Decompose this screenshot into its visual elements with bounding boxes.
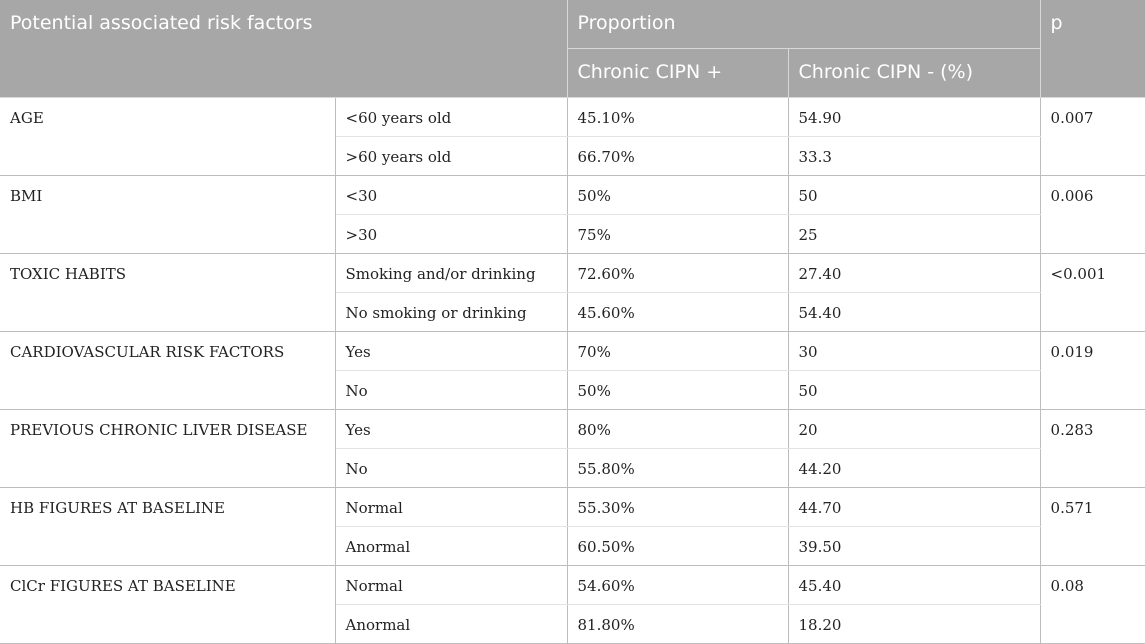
cipn-negative-value: 44.70 (788, 488, 1040, 527)
subgroup-label: Smoking and/or drinking (335, 254, 567, 293)
cipn-negative-value: 44.20 (788, 449, 1040, 488)
subgroup-label: <60 years old (335, 98, 567, 137)
table-row (0, 332, 1145, 371)
cipn-negative-value: 25 (788, 215, 1040, 254)
risk-factor-name: HB FIGURES AT BASELINE (0, 488, 335, 566)
p-value: 0.007 (1040, 98, 1145, 176)
p-value: 0.019 (1040, 332, 1145, 410)
cipn-negative-value: 33.3 (788, 137, 1040, 176)
cipn-positive-value: 75% (567, 215, 788, 254)
cipn-negative-value: 50 (788, 371, 1040, 410)
subgroup-label: Yes (335, 332, 567, 371)
subgroup-label: >30 (335, 215, 567, 254)
cipn-negative-value: 30 (788, 332, 1040, 371)
cipn-positive-value: 70% (567, 332, 788, 371)
cipn-positive-value: 55.30% (567, 488, 788, 527)
cipn-positive-value: 81.80% (567, 605, 788, 644)
cipn-negative-value: 39.50 (788, 527, 1040, 566)
cipn-positive-value: 45.10% (567, 98, 788, 137)
risk-factor-name: ClCr FIGURES AT BASELINE (0, 566, 335, 644)
risk-factor-name: TOXIC HABITS (0, 254, 335, 332)
header-risk-factors: Potential associated risk factors (0, 0, 567, 98)
subgroup-label: No (335, 371, 567, 410)
cipn-positive-value: 50% (567, 371, 788, 410)
subgroup-label: >60 years old (335, 137, 567, 176)
risk-factor-name: CARDIOVASCULAR RISK FACTORS (0, 332, 335, 410)
cipn-negative-value: 54.40 (788, 293, 1040, 332)
risk-factor-name: BMI (0, 176, 335, 254)
cipn-negative-value: 50 (788, 176, 1040, 215)
subgroup-label: Normal (335, 566, 567, 605)
table-row (0, 410, 1145, 449)
cipn-negative-value: 54.90 (788, 98, 1040, 137)
cipn-positive-value: 66.70% (567, 137, 788, 176)
risk-factor-name: AGE (0, 98, 335, 176)
subgroup-label: Anormal (335, 527, 567, 566)
cipn-positive-value: 55.80% (567, 449, 788, 488)
cipn-positive-value: 45.60% (567, 293, 788, 332)
table-row (0, 254, 1145, 293)
p-value: 0.283 (1040, 410, 1145, 488)
cipn-positive-value: 80% (567, 410, 788, 449)
table-row (0, 176, 1145, 215)
subgroup-label: No (335, 449, 567, 488)
cipn-positive-value: 54.60% (567, 566, 788, 605)
subgroup-label: <30 (335, 176, 567, 215)
header-chronic-cipn-negative: Chronic CIPN - (%) (788, 49, 1040, 98)
p-value: <0.001 (1040, 254, 1145, 332)
risk-factor-name: PREVIOUS CHRONIC LIVER DISEASE (0, 410, 335, 488)
subgroup-label: Normal (335, 488, 567, 527)
cipn-positive-value: 50% (567, 176, 788, 215)
header-p: p (1040, 0, 1145, 98)
cipn-positive-value: 60.50% (567, 527, 788, 566)
subgroup-label: Yes (335, 410, 567, 449)
cipn-negative-value: 18.20 (788, 605, 1040, 644)
table-row (0, 98, 1145, 137)
table-row (0, 488, 1145, 527)
header-chronic-cipn-positive: Chronic CIPN + (567, 49, 788, 98)
p-value: 0.08 (1040, 566, 1145, 644)
cipn-negative-value: 27.40 (788, 254, 1040, 293)
table-row (0, 566, 1145, 605)
subgroup-label: Anormal (335, 605, 567, 644)
header-proportion: Proportion (567, 0, 1040, 49)
cipn-negative-value: 45.40 (788, 566, 1040, 605)
p-value: 0.571 (1040, 488, 1145, 566)
subgroup-label: No smoking or drinking (335, 293, 567, 332)
p-value: 0.006 (1040, 176, 1145, 254)
cipn-positive-value: 72.60% (567, 254, 788, 293)
cipn-negative-value: 20 (788, 410, 1040, 449)
